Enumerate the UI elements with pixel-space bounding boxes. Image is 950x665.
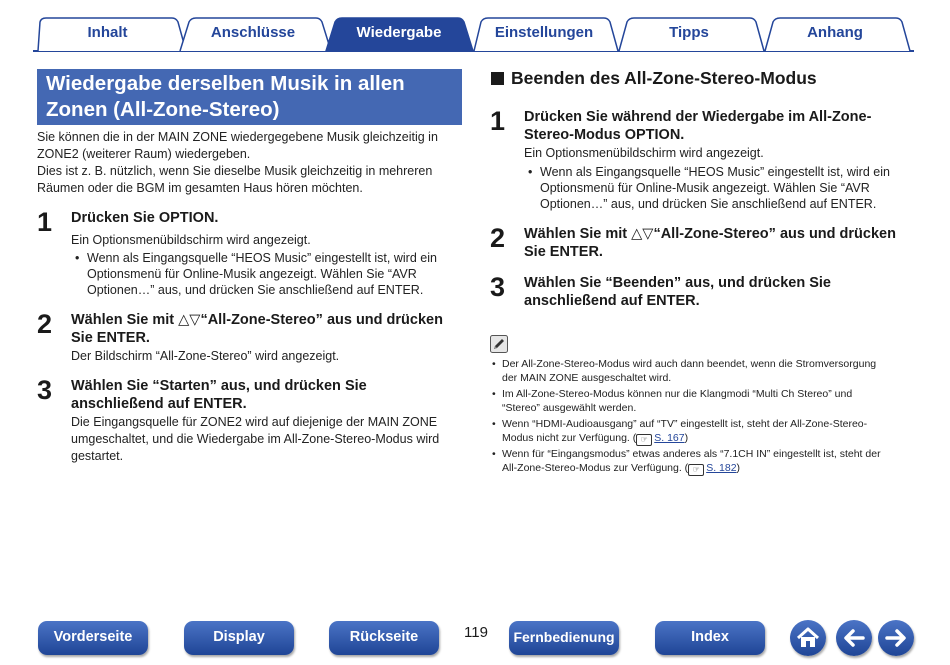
step-heading-line: Drücken Sie während der Wiedergabe im All-Zone- bbox=[524, 109, 872, 125]
home-button[interactable] bbox=[790, 620, 826, 656]
tab-anschluesse[interactable]: Anschlüsse bbox=[210, 24, 296, 41]
note-line: Modus nicht zur Verfügung. ( ☞ S. 167) bbox=[502, 432, 689, 444]
note-line-text: All-Zone-Stereo-Modus zur Verfügung. bbox=[502, 462, 682, 474]
step-heading-line: Wählen Sie mit △▽“All-Zone-Stereo” aus und drücken bbox=[71, 312, 443, 328]
intro-line: Sie können die in der MAIN ZONE wiedergegebene Musik gleichzeitig in bbox=[37, 130, 438, 144]
step-text: Ein Optionsmenübildschirm wird angezeigt. bbox=[524, 146, 764, 160]
arrow-left-icon bbox=[836, 620, 872, 656]
step-text: Der Bildschirm “All-Zone-Stereo” wird angezeigt. bbox=[71, 349, 340, 363]
front-panel-button[interactable]: Vorderseite bbox=[38, 621, 148, 655]
step-heading bbox=[524, 225, 896, 261]
note-line-text: Modus nicht zur Verfügung. bbox=[502, 432, 630, 444]
step-heading bbox=[524, 108, 871, 144]
display-button[interactable]: Display bbox=[184, 621, 294, 655]
step-number: 2 bbox=[490, 223, 506, 253]
step-heading bbox=[524, 274, 831, 310]
bullet-item bbox=[75, 250, 437, 298]
bullet-line: Optionsmenü für Online-Musik angezeigt. Wählen Sie “AVR bbox=[87, 267, 417, 281]
section-title bbox=[491, 67, 817, 89]
step-number: 1 bbox=[37, 207, 53, 237]
step-text-line: gestartet. bbox=[71, 449, 124, 463]
note-item bbox=[492, 357, 912, 385]
tab-einstellungen[interactable]: Einstellungen bbox=[494, 24, 594, 41]
note-line: “Stereo” ausgewählt werden. bbox=[502, 402, 637, 414]
bullet-dot: • bbox=[75, 251, 80, 265]
bullet-dot: • bbox=[492, 358, 496, 370]
forward-button[interactable] bbox=[878, 620, 914, 656]
page-title-line2: Zonen (All-Zone-Stereo) bbox=[46, 98, 280, 121]
bullet-line: Wenn als Eingangsquelle “HEOS Music” eingestellt ist, wird ein bbox=[87, 251, 437, 265]
step-heading-line: Wählen Sie “Starten” aus, und drücken Sie bbox=[71, 378, 367, 394]
bullet-line: Optionen…” aus, und drücken Sie anschließend auf ENTER. bbox=[87, 283, 424, 297]
bullet-item bbox=[528, 164, 890, 212]
intro-line: Dies ist z. B. nützlich, wenn Sie dieselbe Musik gleichzeitig in mehreren bbox=[37, 164, 433, 178]
reference-hand-icon: ☞ bbox=[688, 464, 704, 476]
note-line: Wenn “HDMI-Audioausgang” auf “TV” eingestellt ist, steht der All-Zone-Stereo- bbox=[502, 418, 868, 430]
section-title-text: Beenden des All-Zone-Stereo-Modus bbox=[511, 68, 817, 88]
step-number: 3 bbox=[37, 375, 53, 405]
step-heading-line: Wählen Sie mit △▽“All-Zone-Stereo” aus und drücken bbox=[524, 226, 896, 242]
note-line: der MAIN ZONE ausgeschaltet wird. bbox=[502, 372, 672, 384]
tab-wiedergabe[interactable]: Wiedergabe bbox=[356, 24, 442, 41]
section-banner bbox=[37, 69, 462, 125]
page-reference-link[interactable]: S. 182 bbox=[706, 462, 737, 474]
step-heading-line: anschließend auf ENTER. bbox=[71, 396, 247, 412]
step-number: 2 bbox=[37, 309, 53, 339]
step-text bbox=[71, 414, 439, 465]
page-reference-link[interactable]: S. 167 bbox=[654, 432, 685, 444]
tab-tipps[interactable]: Tipps bbox=[669, 24, 709, 41]
page-number: 119 bbox=[464, 624, 488, 641]
bullet-line: Wenn als Eingangsquelle “HEOS Music” eingestellt ist, wird ein bbox=[540, 165, 890, 179]
intro-line: ZONE2 (weiterer Raum) wiedergeben. bbox=[37, 147, 251, 161]
note-line: Wenn für “Eingangsmodus” etwas anderes als “7.1CH IN” eingestellt ist, steht der bbox=[502, 448, 881, 460]
tab-anhang[interactable]: Anhang bbox=[807, 24, 863, 41]
note-line: All-Zone-Stereo-Modus zur Verfügung. ( ☞ S. 182) bbox=[502, 462, 741, 474]
arrow-right-icon bbox=[878, 620, 914, 656]
bullet-dot: • bbox=[492, 418, 496, 430]
page-title-line1: Wiedergabe derselben Musik in allen bbox=[46, 72, 405, 95]
step-text-line: umgeschaltet, und die Wiedergabe im All-Zone-Stereo-Modus wird bbox=[71, 432, 440, 446]
step-heading bbox=[71, 311, 443, 347]
step-heading-line: Wählen Sie “Beenden” aus, und drücken Sie bbox=[524, 275, 831, 291]
note-item bbox=[492, 447, 912, 476]
remote-control-button[interactable]: Fernbedienung bbox=[509, 621, 619, 655]
index-button[interactable]: Index bbox=[655, 621, 765, 655]
square-bullet-icon bbox=[491, 72, 504, 85]
note-item bbox=[492, 387, 912, 415]
note-pencil-icon bbox=[490, 335, 508, 353]
bullet-dot: • bbox=[528, 165, 533, 179]
intro-line: Räumen oder die BGM im gesamten Haus hören möchten. bbox=[37, 181, 363, 195]
step-heading-line: Sie ENTER. bbox=[71, 330, 150, 346]
home-icon bbox=[790, 620, 826, 656]
step-heading bbox=[71, 377, 367, 413]
step-heading: Drücken Sie OPTION. bbox=[71, 210, 219, 226]
bullet-dot: • bbox=[492, 388, 496, 400]
rear-panel-button[interactable]: Rückseite bbox=[329, 621, 439, 655]
step-number: 1 bbox=[490, 106, 506, 136]
reference-hand-icon: ☞ bbox=[636, 434, 652, 446]
step-heading-line: Stereo-Modus OPTION. bbox=[524, 127, 685, 143]
note-line: Im All-Zone-Stereo-Modus können nur die Klangmodi “Multi Ch Stereo” und bbox=[502, 388, 853, 400]
note-item bbox=[492, 417, 912, 446]
step-text: Ein Optionsmenübildschirm wird angezeigt. bbox=[71, 233, 311, 247]
step-heading-line: anschließend auf ENTER. bbox=[524, 293, 700, 309]
bullet-line: Optionsmenü für Online-Musik angezeigt. Wählen Sie “AVR bbox=[540, 181, 870, 195]
step-number: 3 bbox=[490, 272, 506, 302]
back-button[interactable] bbox=[836, 620, 872, 656]
note-line: Der All-Zone-Stereo-Modus wird auch dann beendet, wenn die Stromversorgung bbox=[502, 358, 877, 370]
tab-bar bbox=[0, 0, 950, 56]
intro-text bbox=[37, 129, 438, 197]
step-heading-line: Sie ENTER. bbox=[524, 244, 603, 260]
bullet-dot: • bbox=[492, 448, 496, 460]
bullet-line: Optionen…” aus, und drücken Sie anschließend auf ENTER. bbox=[540, 197, 877, 211]
page-title bbox=[46, 71, 456, 123]
tab-inhalt[interactable]: Inhalt bbox=[87, 24, 128, 41]
step-text-line: Die Eingangsquelle für ZONE2 wird auf diejenige der MAIN ZONE bbox=[71, 415, 438, 429]
